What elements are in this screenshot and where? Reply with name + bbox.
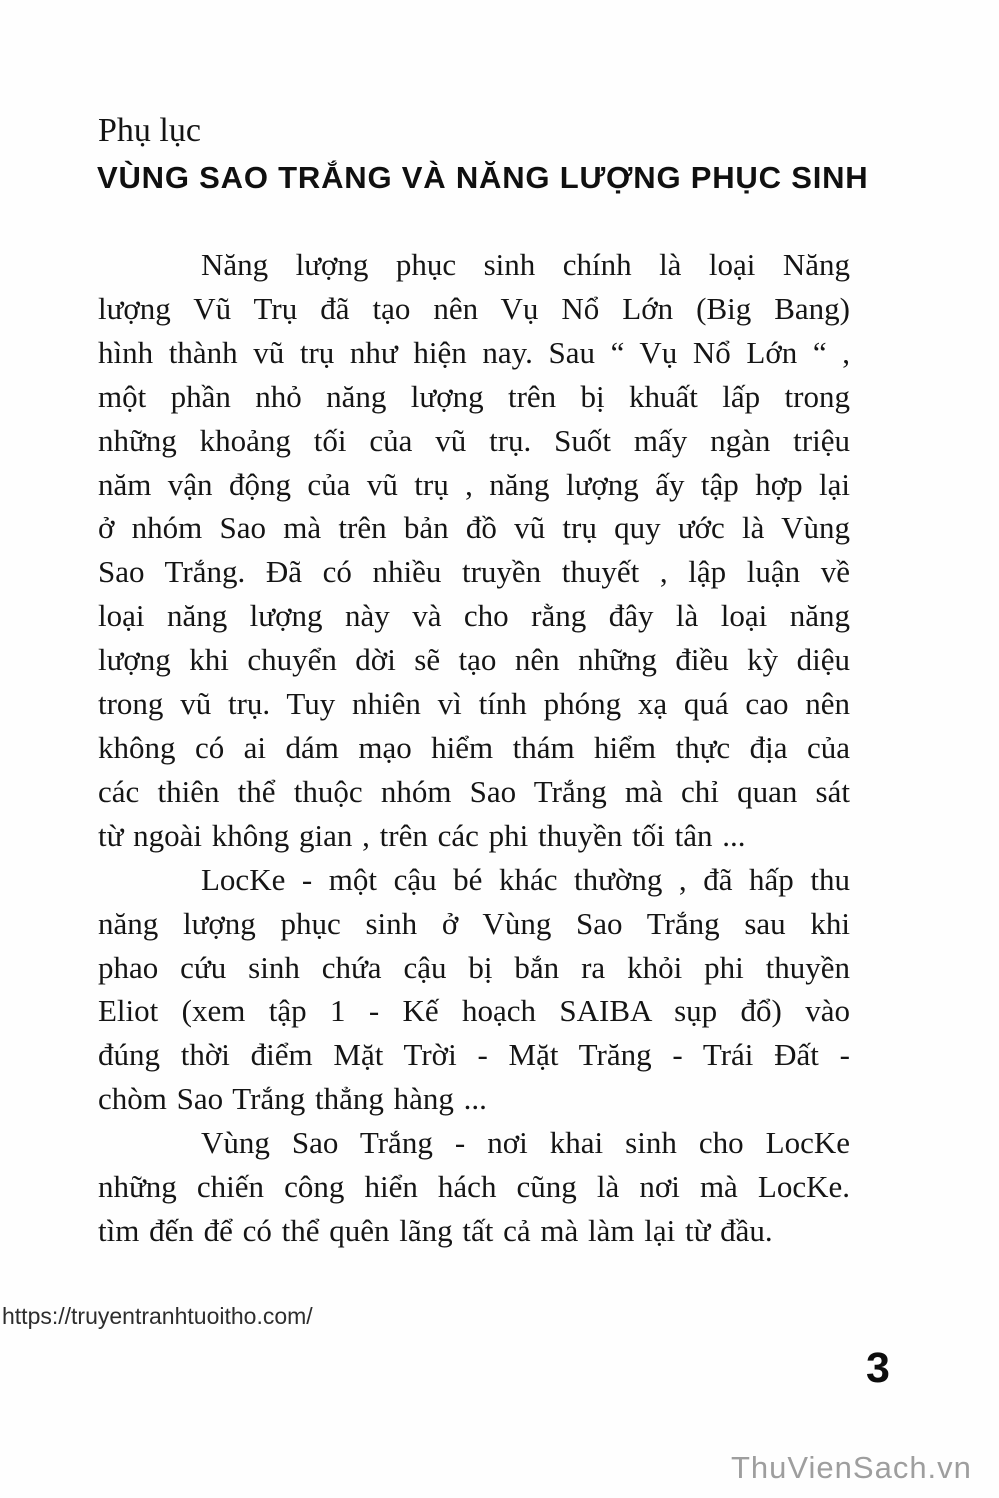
text-line: Sao Trắng. Đã có nhiều truyền thuyết , lập luận về bbox=[98, 554, 850, 590]
text-line: tìm đến để có thể quên lãng tất cả mà làm lại từ đầu. bbox=[98, 1212, 773, 1248]
page-number: 3 bbox=[866, 1344, 890, 1392]
appendix-label: Phụ lục bbox=[98, 112, 201, 149]
chapter-title: VÙNG SAO TRẮNG VÀ NĂNG LƯỢNG PHỤC SINH bbox=[97, 160, 869, 195]
text-line: năm vận động của vũ trụ , năng lượng ấy tập hợp lại bbox=[98, 466, 850, 502]
text-line: những khoảng tối của vũ trụ. Suốt mấy ngàn triệu bbox=[98, 422, 850, 458]
text-line: loại năng lượng này và cho rằng đây là loại năng bbox=[98, 598, 850, 634]
text-line: hình thành vũ trụ như hiện nay. Sau “ Vụ Nổ Lớn “ , bbox=[98, 334, 850, 370]
body-text bbox=[98, 243, 850, 1253]
text-line: trong vũ trụ. Tuy nhiên vì tính phóng xạ quá cao nên bbox=[98, 686, 850, 722]
text-line: lượng khi chuyển dời sẽ tạo nên những điều kỳ diệu bbox=[98, 642, 850, 678]
text-line: năng lượng phục sinh ở Vùng Sao Trắng sau khi bbox=[98, 905, 850, 941]
source-url: https://truyentranhtuoitho.com/ bbox=[2, 1303, 313, 1329]
text-line: chòm Sao Trắng thẳng hàng ... bbox=[98, 1081, 487, 1117]
text-line: các thiên thể thuộc nhóm Sao Trắng mà chỉ quan sát bbox=[98, 773, 850, 809]
text-line: một phần nhỏ năng lượng trên bị khuất lấp trong bbox=[98, 378, 850, 414]
text-line: LocKe - một cậu bé khác thường , đã hấp thu bbox=[201, 861, 850, 897]
text-line: phao cứu sinh chứa cậu bị bắn ra khỏi phi thuyền bbox=[98, 949, 850, 985]
text-line: ở nhóm Sao mà trên bản đồ vũ trụ quy ước là Vùng bbox=[98, 510, 850, 546]
text-line: không có ai dám mạo hiểm thám hiểm thực địa của bbox=[98, 729, 850, 765]
watermark-thuviensach: ThuVienSach.vn bbox=[731, 1450, 972, 1485]
text-line: Vùng Sao Trắng - nơi khai sinh cho LocKe bbox=[201, 1125, 850, 1161]
text-line: lượng Vũ Trụ đã tạo nên Vụ Nổ Lớn (Big Bang) bbox=[98, 290, 850, 326]
text-line: Eliot (xem tập 1 - Kế hoạch SAIBA sụp đổ) vào bbox=[98, 993, 850, 1029]
text-line: từ ngoài không gian , trên các phi thuyền tối tân ... bbox=[98, 817, 746, 853]
text-line: đúng thời điểm Mặt Trời - Mặt Trăng - Trái Đất - bbox=[98, 1037, 850, 1073]
text-line: những chiến công hiển hách cũng là nơi mà LocKe. bbox=[98, 1169, 850, 1205]
text-line: Năng lượng phục sinh chính là loại Năng bbox=[201, 247, 850, 282]
